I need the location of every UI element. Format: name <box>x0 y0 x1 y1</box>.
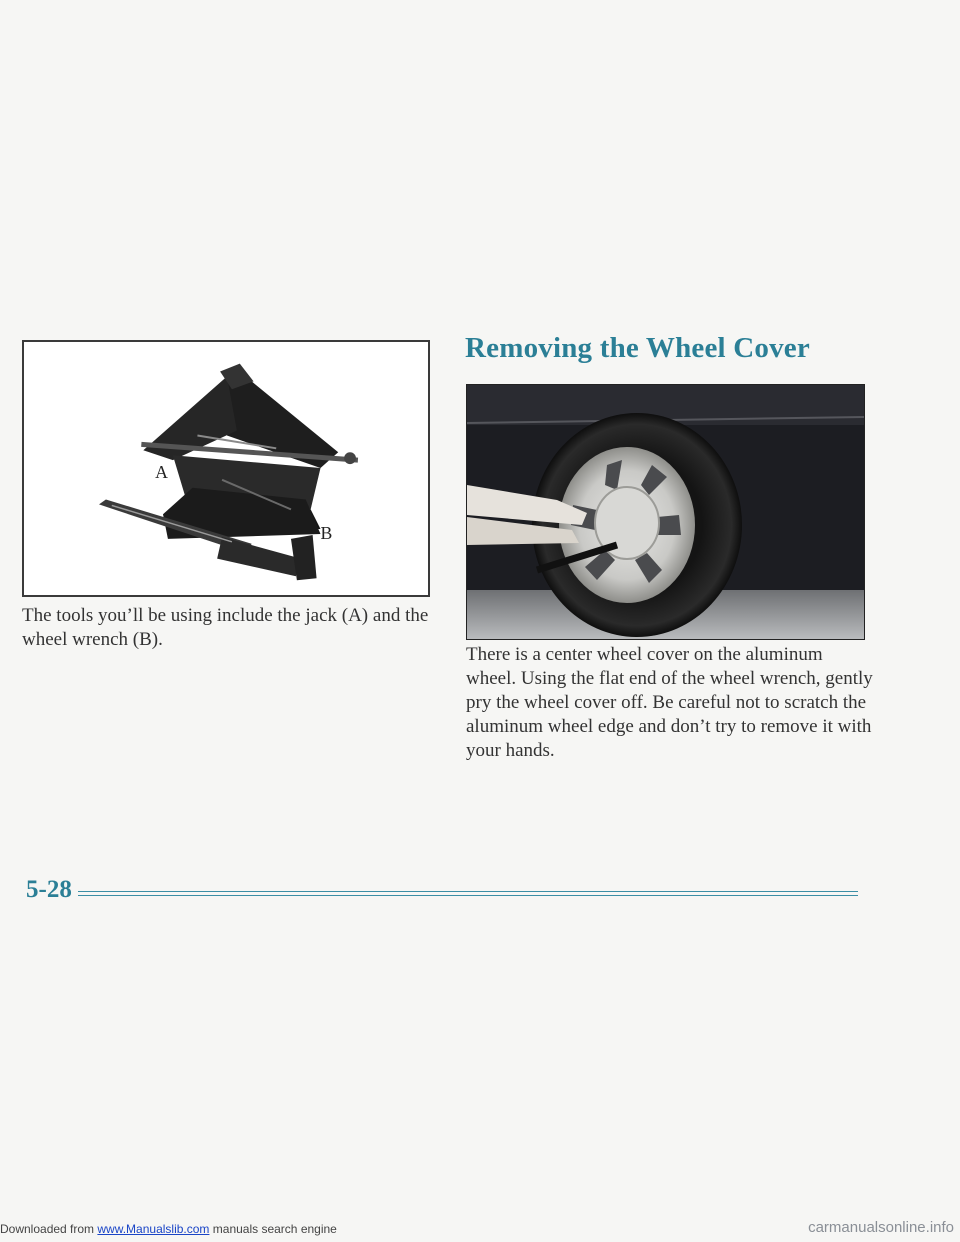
section-body: There is a center wheel cover on the aluminum wheel. Using the flat end of the wheel wrench, gently pry the wheel cover off. Be careful not to scratch the aluminum wheel edge and don’t try to remove it with your hands. <box>466 644 873 761</box>
footer-suffix: manuals search engine <box>209 1222 337 1236</box>
download-footer <box>0 1222 337 1242</box>
wheel-cover-photo <box>466 384 865 640</box>
footer-prefix: Downloaded from <box>0 1222 98 1236</box>
footer-rule <box>78 891 858 892</box>
footer-rule-thin <box>78 895 858 896</box>
watermark-text: carmanualsonline.info <box>808 1219 954 1236</box>
wheel-illustration <box>467 385 864 639</box>
label-a: A <box>155 461 168 482</box>
label-b: B <box>320 522 333 543</box>
section-title: Removing the Wheel Cover <box>465 332 810 364</box>
jack-caption: The tools you’ll be using include the jack (A) and the wheel wrench (B). <box>22 605 429 650</box>
manualslib-link[interactable]: www.Manualslib.com <box>97 1222 210 1236</box>
jack-illustration <box>24 342 428 595</box>
page-number: 5-28 <box>26 876 72 903</box>
jack-and-wrench-figure <box>22 340 430 597</box>
